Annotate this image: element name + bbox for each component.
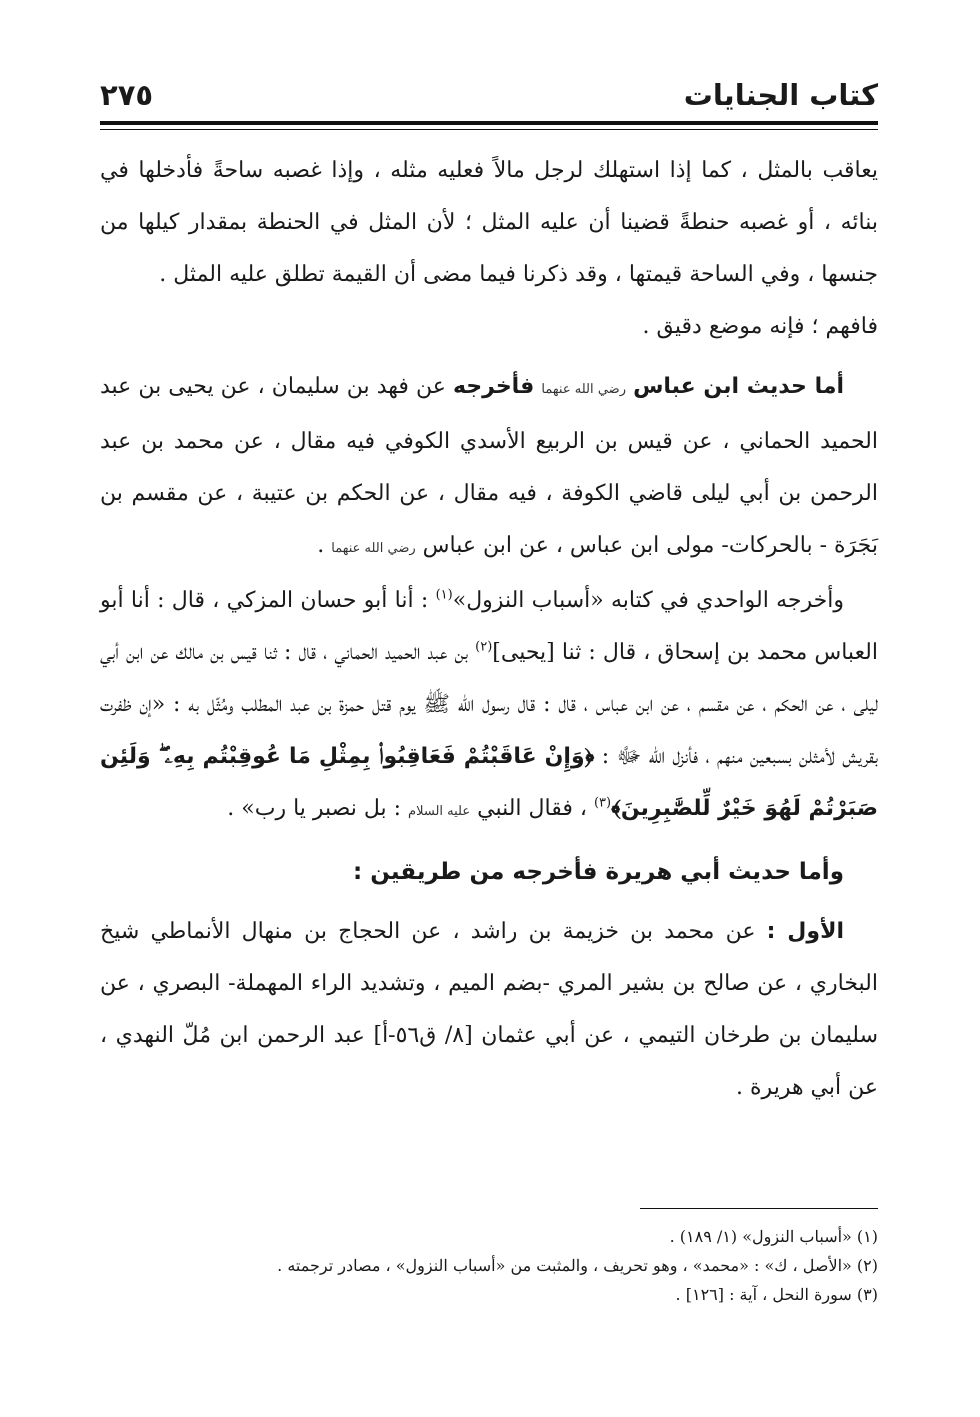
paragraph-text: : أنا أبو حسان المزكي ، قال : أنا أبو العباس محمد بن إسحاق ، قال : ثنا [يحيى]: [100, 588, 878, 665]
main-text: [100, 145, 878, 1114]
paragraph-text: عن محمد بن خزيمة بن راشد ، عن الحجاج بن منهال الأنماطي شيخ البخاري ، عن صالح بن بشير المري -بضم الميم ، وتشديد الراء المهملة- البصري ، عن سليمان بن طرخان التيمي ، عن أبي عثمان [٨/ ق٥٦-أ] عبد الرحمن ابن مُلّ النهدي ، عن أبي هريرة .: [100, 919, 879, 1100]
paragraph-text: ، فقال النبي: [477, 796, 594, 821]
running-header: [100, 72, 878, 122]
paragraph-text: .: [317, 533, 332, 558]
bold-phrase: أما حديث ابن عباس: [633, 374, 845, 399]
bold-phrase: فأخرجه: [452, 374, 535, 399]
footnote-separator: [640, 1208, 878, 1209]
paragraph-2: [100, 361, 878, 575]
paragraph-text: : بل نصبر يا رب» .: [227, 796, 409, 821]
paragraph-4: [100, 906, 878, 1114]
honorific-glyph: رضي الله عنهما: [331, 541, 416, 556]
honorific-glyph: رضي الله عنهما: [541, 382, 626, 397]
bold-phrase: الأول :: [766, 919, 844, 944]
footnote-ref: (٣): [593, 795, 612, 811]
paragraph-text: بن عبد الحميد الحماني ، قال : ثنا قيس بن مالك عن ابن أبي ليلى ، عن الحكم ، عن مقسم ، عن ابن عباس ، قال : قال رسول الله ﷺ يوم قتل حمزة بن عبد المطلب ومُثّل به : «إن ظفرت بقريش لأمثلن بسبعين منهم ، فأنزل الله ﷻ :: [100, 640, 879, 769]
honorific-glyph: عليه السلام: [408, 804, 471, 819]
paragraph-text: عن فهد بن سليمان ، عن يحيى بن عبد الحميد الحماني ، عن قيس بن الربيع الأسدي الكوفي فيه مقال ، عن محمد بن عبد الرحمن بن أبي ليلى قاضي الكوفة ، فيه مقال ، عن الحكم بن عتيبة ، عن مقسم بن بَجَرَة - بالحركات- مولى ابن عباس ، عن ابن عباس: [100, 374, 878, 558]
footnote-2: (٢) «الأصل ، ك» : «محمد» ، وهو تحريف ، والمثبت من «أسباب النزول» ، مصادر ترجمته .: [277, 1256, 878, 1275]
paragraph-3: [100, 575, 878, 838]
page-number: ٢٧٥: [100, 78, 154, 112]
quran-verse: ﴿وَإِنْ عَاقَبْتُمْ فَعَاقِبُوا۟ بِمِثْلِ مَا عُوقِبْتُم بِهِۦ ۖ وَلَئِن صَبَرْتُمْ لَهُوَ خَيْرٌ لِّلصَّٰبِرِينَ﴾: [100, 744, 878, 821]
section-heading: وأما حديث أبي هريرة فأخرجه من طريقين :: [352, 859, 844, 885]
footnote-ref: (١): [435, 587, 453, 603]
paragraph-1: يعاقب بالمثل ، كما إذا استهلك لرجل مالاً فعليه مثله ، وإذا غصبه ساحةً فأدخلها في بنائه ، أو غصبه حنطةً قضينا أن عليه المثل ؛ لأن المثل في الحنطة بمقدار كيلها من جنسها ، وفي الساحة قيمتها ، وقد ذكرنا فيما مضى أن القيمة تطلق عليه المثل .: [100, 158, 878, 287]
header-rule-thick: [100, 121, 878, 125]
paragraph-1b: فافهم ؛ فإنه موضع دقيق .: [642, 314, 878, 339]
header-rule-thin: [100, 129, 878, 130]
footnote-ref: (٢): [475, 639, 493, 655]
paragraph-text: وأخرجه الواحدي في كتابه «أسباب النزول»: [452, 588, 844, 613]
chapter-title: كتاب الجنايات: [683, 78, 878, 112]
footnote-1: (١) «أسباب النزول» (١/ ١٨٩) .: [669, 1227, 878, 1246]
footnotes: [100, 1222, 878, 1309]
footnote-3: (٣) سورة النحل ، آية : [١٢٦] .: [675, 1285, 878, 1304]
